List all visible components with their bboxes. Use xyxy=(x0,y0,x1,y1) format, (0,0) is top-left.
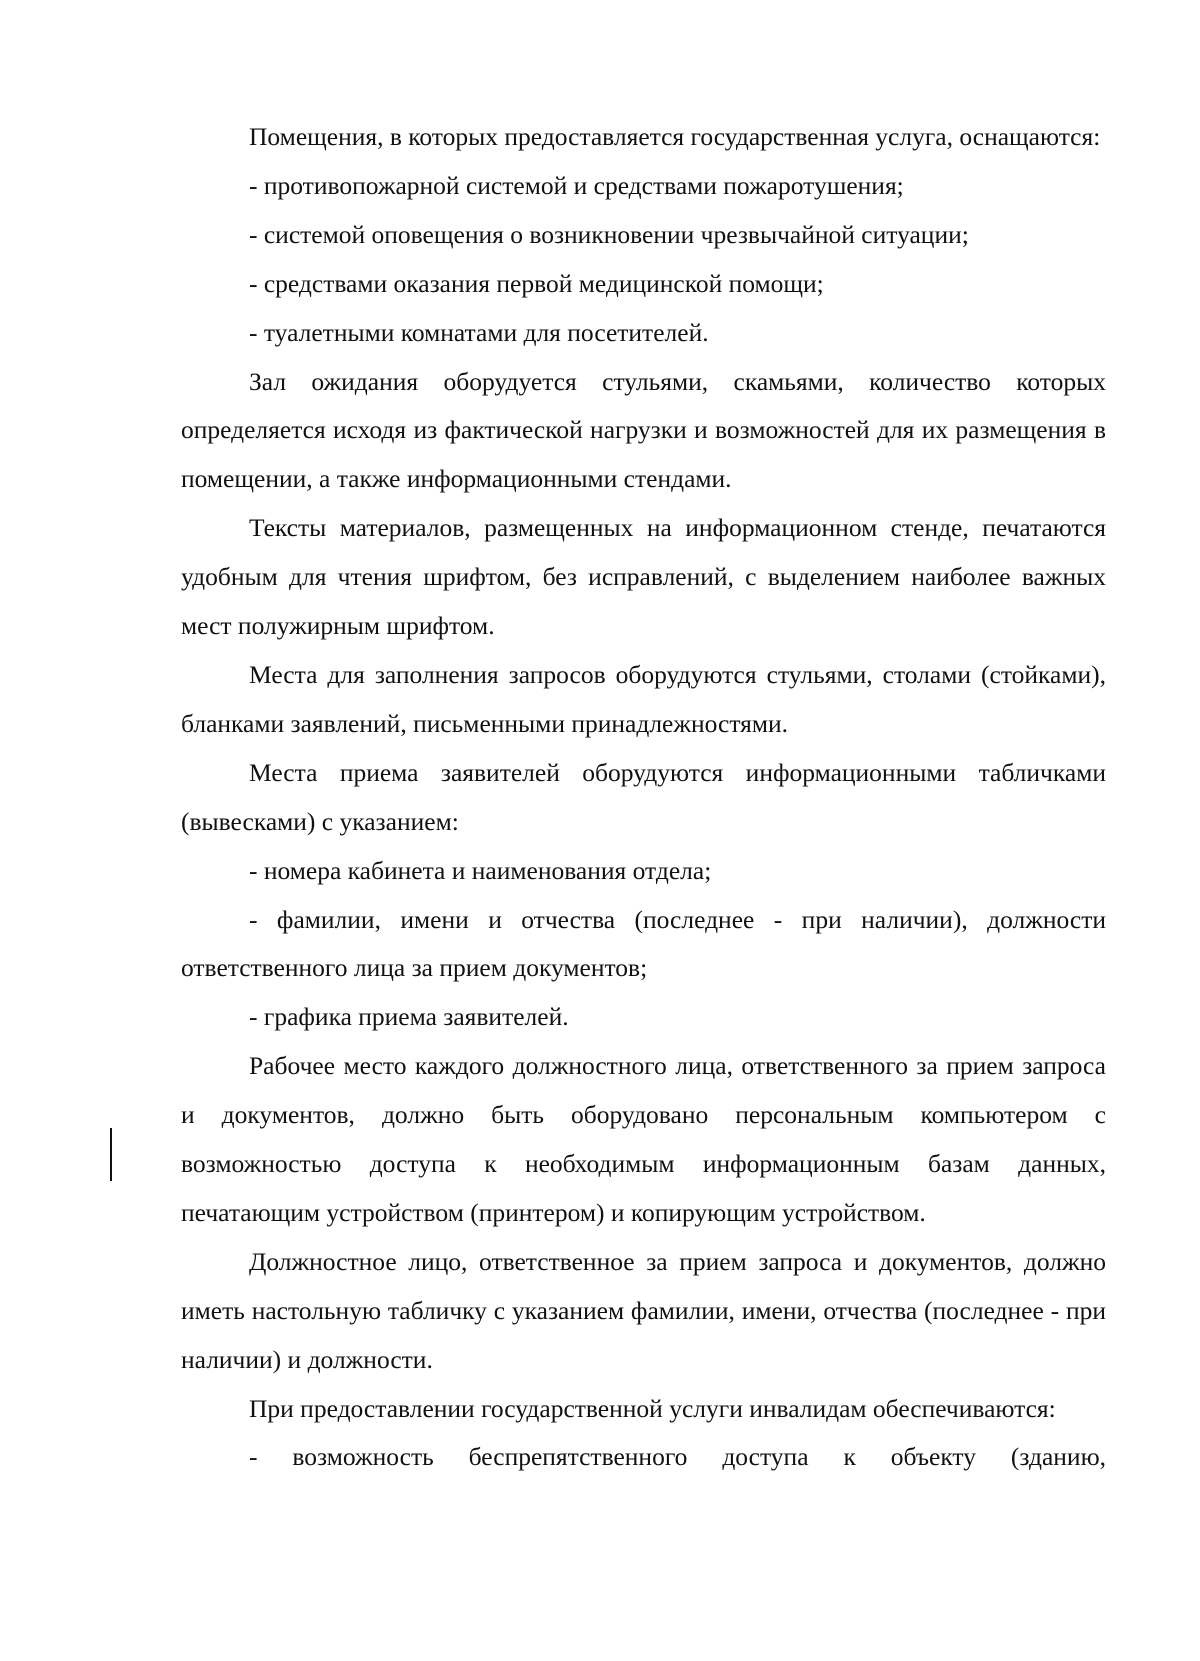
paragraph-disabled-access: При предоставлении государственной услуги инвалидам обеспечиваются: xyxy=(249,1393,1056,1423)
list-item-alert-system: - системой оповещения о возникновении чрезвычайной ситуации; xyxy=(249,219,969,249)
paragraph-request-places: Места для заполнения запросов оборудуются стульями, столами (стойками), бланками заявлений, письменными принадлежностями. xyxy=(181,659,1106,738)
list-item-responsible-person: - фамилии, имени и отчества (последнее - при наличии), должности ответственного лица за прием документов; xyxy=(181,904,1106,983)
list-item-unobstructed-access: - возможность беспрепятственного доступа к объекту (зданию, xyxy=(249,1442,1106,1472)
list-item-first-aid: - средствами оказания первой медицинской помощи; xyxy=(249,268,824,298)
list-item-schedule: - графика приема заявителей. xyxy=(249,1002,569,1032)
paragraph-nameplate: Должностное лицо, ответственное за прием запроса и документов, должно иметь настольную табличку с указанием фамилии, имени, отчества (последнее - при наличии) и должности. xyxy=(181,1246,1106,1374)
list-item-restrooms: - туалетными комнатами для посетителей. xyxy=(249,317,709,347)
list-item-office-number: - номера кабинета и наименования отдела; xyxy=(249,855,712,885)
paragraph-waiting-hall: Зал ожидания оборудуется стульями, скамьями, количество которых определяется исходя из фактической нагрузки и возможностей для их размещения в помещении, а также информационными стендами. xyxy=(181,366,1106,494)
paragraph-reception-places: Места приема заявителей оборудуются информационными табличками (вывесками) с указанием: xyxy=(181,757,1106,836)
revision-bar xyxy=(110,1128,112,1181)
paragraph-stand-texts: Тексты материалов, размещенных на информационном стенде, печатаются удобным для чтения шрифтом, без исправлений, с выделением наиболее важных мест полужирным шрифтом. xyxy=(181,513,1106,641)
paragraph-premises-equipment: Помещения, в которых предоставляется государственная услуга, оснащаются: xyxy=(249,122,1101,151)
paragraph-workplace: Рабочее место каждого должностного лица, ответственного за прием запроса и документов, должно быть оборудовано персональным компьютером с возможностью доступа к необходимым информационным базам данных, печатающим устройством (принтером) и копирующим устройством. xyxy=(181,1051,1106,1227)
list-item-fire-system: - противопожарной системой и средствами пожаротушения; xyxy=(249,170,904,200)
document-body xyxy=(181,113,1106,1482)
